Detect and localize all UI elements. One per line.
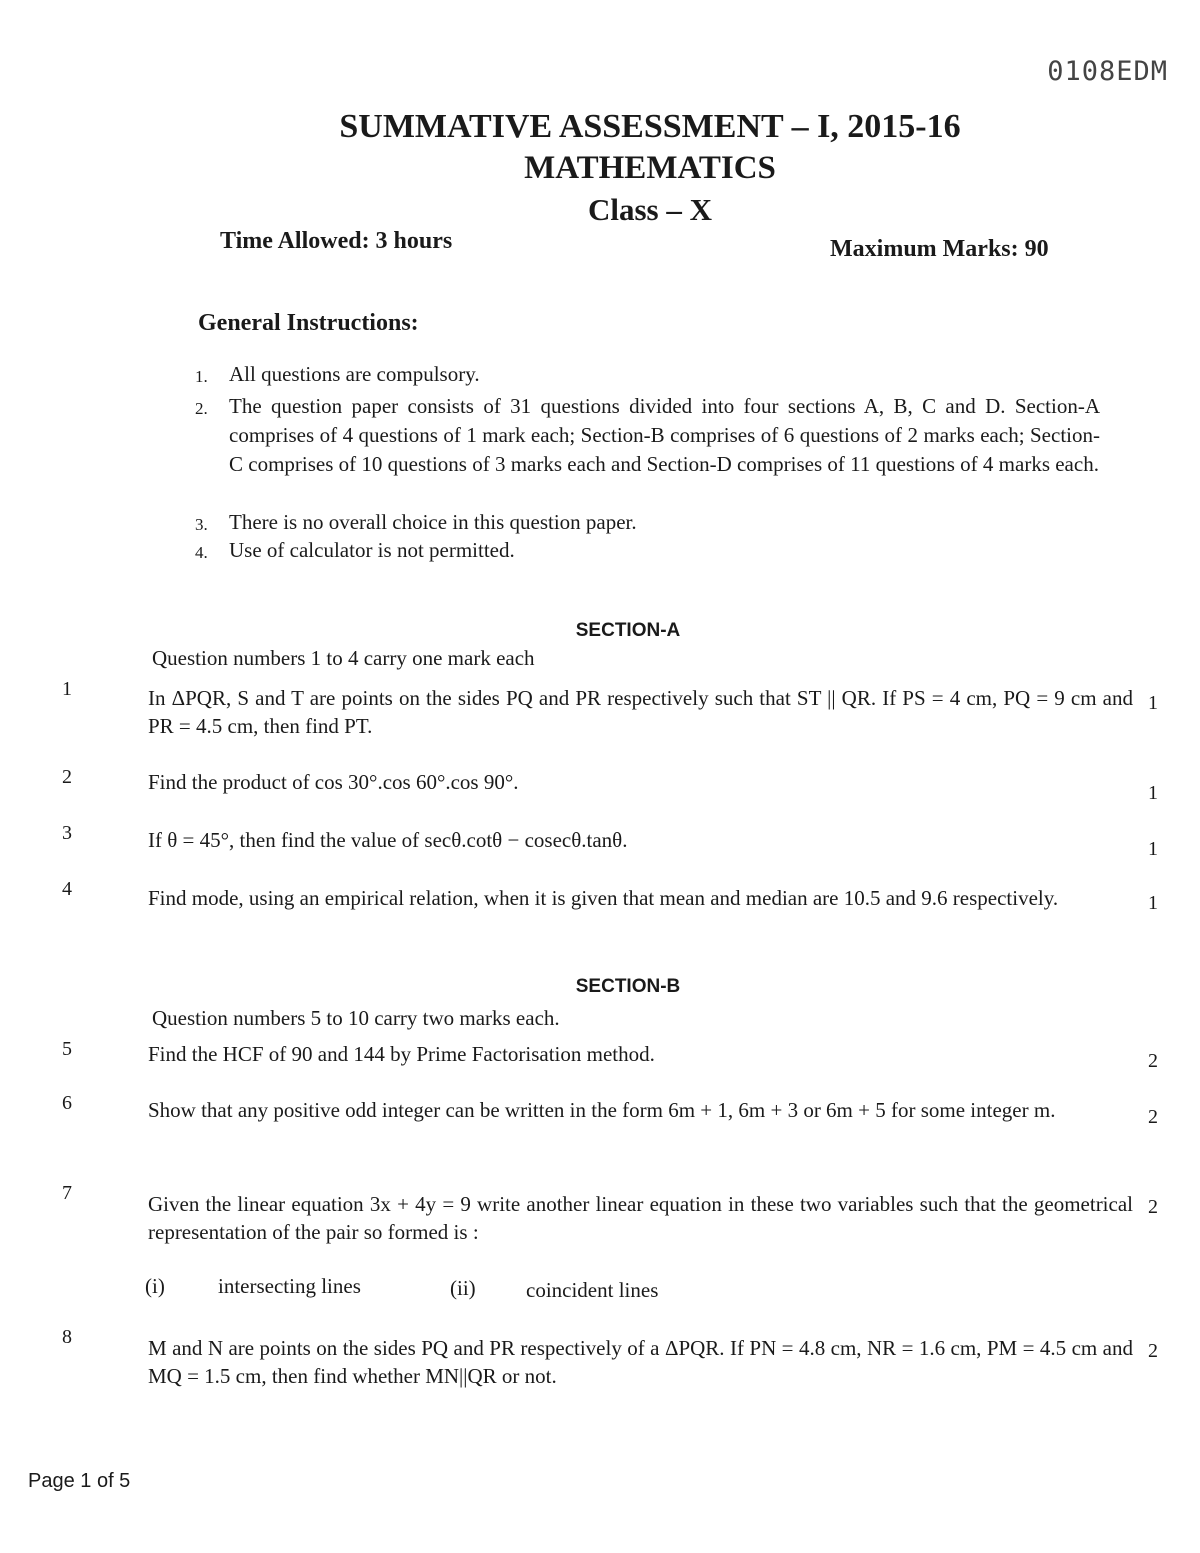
instruction-text: All questions are compulsory. <box>229 362 480 386</box>
maximum-marks: Maximum Marks: 90 <box>830 236 1049 262</box>
question-marks: 1 <box>1148 892 1158 914</box>
instruction-number: 1. <box>195 367 208 386</box>
section-a-heading: SECTION-A <box>575 620 681 641</box>
question-text: Find the product of cos 30°.cos 60°.cos 90°. <box>148 770 519 794</box>
time-allowed: Time Allowed: 3 hours <box>220 228 453 254</box>
option-label: (ii) <box>450 1276 476 1300</box>
instruction-number: 4. <box>195 543 208 562</box>
section-b-note: Question numbers 5 to 10 carry two marks each. <box>152 1006 560 1030</box>
question-number: 1 <box>62 678 72 700</box>
section-b-heading: SECTION-B <box>575 976 681 997</box>
option-text: coincident lines <box>526 1278 659 1302</box>
instruction-text: The question paper consists of 31 questions divided into four sections A, B, C and D. Section-A comprises of 4 questions of 1 mark each; Section-B comprises of 6 questions of 2 marks each; Section-C comprises of 10 questions of 3 marks each and Section-D comprises of 11 questions of 4 marks each. <box>229 394 1100 476</box>
instruction-number: 3. <box>195 515 208 534</box>
question-marks: 2 <box>1148 1196 1158 1218</box>
question-text: Find mode, using an empirical relation, when it is given that mean and median are 10.5 and 9.6 respectively. <box>148 886 1059 910</box>
question-number: 7 <box>62 1182 72 1204</box>
section-a-note: Question numbers 1 to 4 carry one mark each <box>152 646 535 670</box>
question-marks: 1 <box>1148 782 1158 804</box>
question-marks: 2 <box>1148 1106 1158 1128</box>
instruction-text: There is no overall choice in this question paper. <box>229 510 637 534</box>
option-label: (i) <box>145 1274 165 1298</box>
question-number: 2 <box>62 766 72 788</box>
question-text: Show that any positive odd integer can be written in the form 6m + 1, 6m + 3 or 6m + 5 for some integer m. <box>148 1098 1056 1122</box>
question-text: If θ = 45°, then find the value of secθ.cotθ − cosecθ.tanθ. <box>148 828 628 852</box>
option-text: intersecting lines <box>218 1274 361 1298</box>
question-text: Given the linear equation 3x + 4y = 9 write another linear equation in these two variables such that the geometrical representation of the pair so formed is : <box>148 1192 1133 1244</box>
question-text: M and N are points on the sides PQ and PR respectively of a ΔPQR. If PN = 4.8 cm, NR = 1.6 cm, PM = 4.5 cm and MQ = 1.5 cm, then find whether MN||QR or not. <box>148 1336 1133 1388</box>
question-number: 6 <box>62 1092 72 1114</box>
question-text: Find the HCF of 90 and 144 by Prime Factorisation method. <box>148 1042 655 1066</box>
question-number: 4 <box>62 878 72 900</box>
instruction-number: 2. <box>195 399 208 418</box>
question-marks: 1 <box>1148 838 1158 860</box>
question-marks: 1 <box>1148 692 1158 714</box>
exam-title: SUMMATIVE ASSESSMENT – I, 2015-16 <box>339 108 961 145</box>
class-title: Class – X <box>587 192 712 227</box>
subject-title: MATHEMATICS <box>524 150 776 186</box>
question-number: 8 <box>62 1326 72 1348</box>
paper-code: 0108EDM <box>1047 56 1168 87</box>
question-number: 3 <box>62 822 72 844</box>
instructions-heading: General Instructions: <box>198 310 419 336</box>
question-number: 5 <box>62 1038 72 1060</box>
page-footer: Page 1 of 5 <box>28 1470 131 1492</box>
instruction-text: Use of calculator is not permitted. <box>229 538 515 562</box>
question-marks: 2 <box>1148 1340 1158 1362</box>
question-text: In ΔPQR, S and T are points on the sides PQ and PR respectively such that ST || QR. If PS = 4 cm, PQ = 9 cm and PR = 4.5 cm, then find PT. <box>148 686 1133 738</box>
question-marks: 2 <box>1148 1050 1158 1072</box>
